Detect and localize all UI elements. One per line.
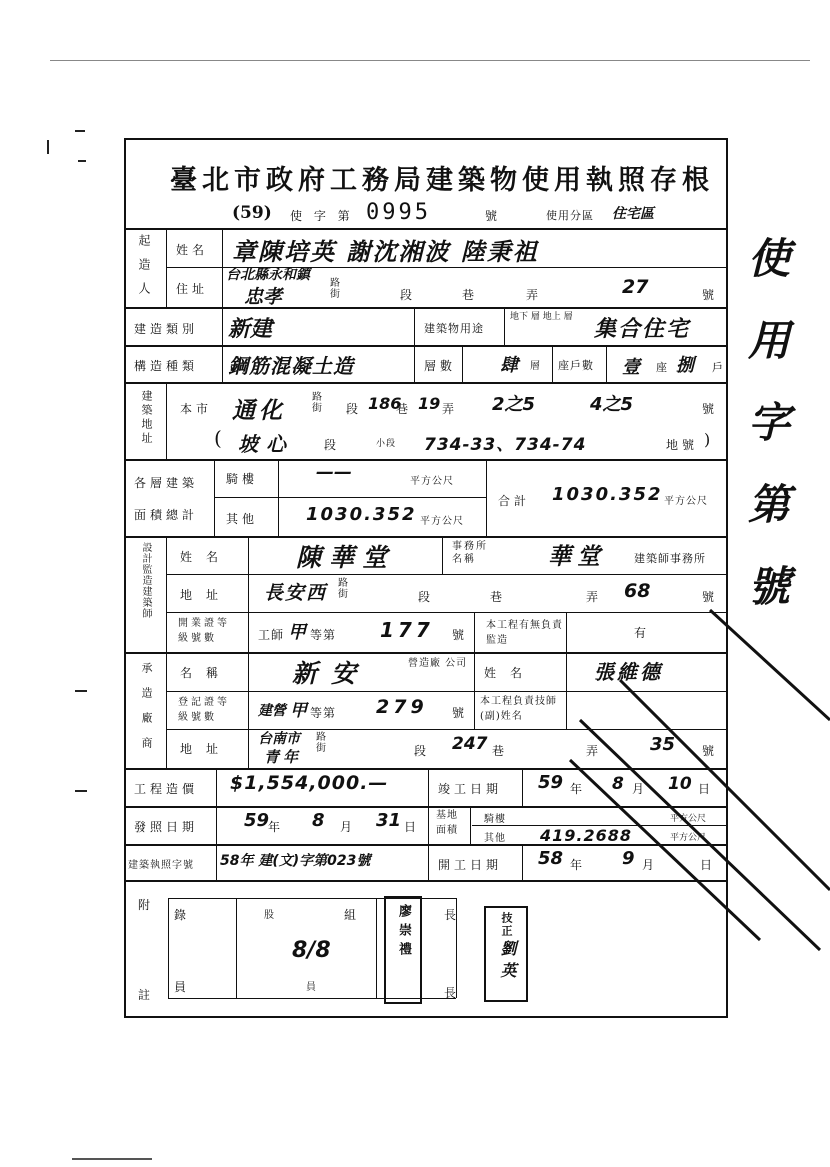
site-number-value: 2之5 <box>492 394 536 415</box>
contractor-registration-label: 登記證等級號數 <box>178 697 230 723</box>
applicant-lane-unit: 巷 <box>462 288 479 302</box>
remark-box-line <box>236 898 237 998</box>
floors-label: 層數 <box>424 359 457 373</box>
start-year: 58 <box>538 848 564 869</box>
margin-mark <box>78 160 86 162</box>
col-line <box>462 345 463 382</box>
col-line <box>222 307 223 382</box>
completion-year-unit: 年 <box>570 782 587 796</box>
site-lot-numbers: 734-33、734-74 <box>424 435 587 455</box>
margin-stamp-text: 使用字第號 <box>742 236 791 646</box>
completion-month: 8 <box>612 774 624 794</box>
site-lane-value: 186 <box>368 394 402 413</box>
col-line <box>470 806 471 844</box>
applicant-address-street: 忠孝 <box>244 286 283 308</box>
designer-office-label: 事務所名稱 <box>452 541 488 565</box>
start-month-unit: 月 <box>642 858 659 872</box>
site-alley-value: 19 <box>418 394 441 413</box>
designer-name-label: 姓名 <box>180 550 233 564</box>
contractor-reg-grade: 甲 <box>290 701 307 721</box>
frame-bottom <box>124 1016 728 1018</box>
frame-left <box>124 138 126 1018</box>
contractor-section-unit: 段 <box>414 744 431 758</box>
completion-year: 59 <box>538 772 564 793</box>
floors-value: 肆 <box>500 355 518 376</box>
zone-label: 使用分區 <box>546 209 594 222</box>
license-suffix: 號 <box>485 209 502 223</box>
construction-type-label: 建造類別 <box>134 322 199 336</box>
site-road-unit: 路 街 <box>312 392 323 414</box>
completion-day-unit: 日 <box>698 782 715 796</box>
designer-office-value: 華堂 <box>548 544 606 570</box>
site-alley-unit: 弄 <box>442 402 459 416</box>
col-line <box>486 459 487 536</box>
area-other-unit: 平方公尺 <box>420 516 464 527</box>
contractor-section-label: 承造廠商 <box>140 662 153 762</box>
license-year: (59) <box>232 203 272 223</box>
remarks-col2-bottom: 員 <box>306 982 320 993</box>
area-arcade-label: 騎樓 <box>226 472 259 486</box>
col-line <box>474 652 475 729</box>
buildings-value: 壹 <box>622 357 640 378</box>
issue-year: 59 <box>244 810 270 831</box>
row-line <box>124 228 728 230</box>
applicant-section-label: 起造人 <box>137 234 151 306</box>
contractor-person-label: 姓名 <box>484 666 537 680</box>
contractor-lane-unit: 巷 <box>492 744 509 758</box>
designer-address-road: 長安西 <box>264 582 328 604</box>
col-line <box>414 345 415 382</box>
area-total-unit: 平方公尺 <box>664 496 708 507</box>
margin-mark <box>75 690 87 692</box>
contractor-engineer-label: 本工程負責技師(副)姓名 <box>480 696 557 722</box>
base-arcade-label: 騎樓 <box>484 814 506 825</box>
col-line <box>248 536 249 768</box>
zone-value: 住宅區 <box>612 206 654 222</box>
construction-type-value: 新建 <box>228 317 273 342</box>
remarks-col1-top: 錄 <box>174 908 191 922</box>
designer-office-suffix: 建築師事務所 <box>634 552 706 565</box>
site-lane-unit: 巷 <box>396 402 413 416</box>
permit-value: 58年 建(文)字第023號 <box>220 853 371 869</box>
issue-day-unit: 日 <box>404 820 421 834</box>
issue-year-unit: 年 <box>268 820 285 834</box>
designer-section-label: 設計監造建築師 <box>140 542 151 619</box>
building-use-label: 建築物用途 <box>424 322 484 335</box>
site-city-label: 本市 <box>180 402 213 416</box>
area-other-value: 1030.352 <box>306 504 417 525</box>
designer-number-unit: 號 <box>702 590 719 604</box>
remarks-col2-mid: 組 <box>344 908 361 922</box>
area-label-top: 各層建築 <box>134 476 199 490</box>
designer-lane-unit: 巷 <box>490 590 507 604</box>
margin-mark <box>75 130 85 132</box>
scan-top-line <box>50 60 810 61</box>
designer-license-prefix: 工師 <box>258 628 285 642</box>
start-year-unit: 年 <box>570 858 587 872</box>
base-other-label: 其他 <box>484 833 506 844</box>
buildings-unit: 座 <box>656 361 671 374</box>
col-line <box>442 536 443 574</box>
base-area-label: 基地面積 <box>436 810 458 836</box>
site-lot-close-paren: ) <box>704 430 711 449</box>
contractor-address-label: 地址 <box>180 742 233 756</box>
cost-value: $1,554,000.— <box>230 772 389 794</box>
site-lot-open-paren: ( <box>214 426 222 450</box>
remarks-col2-top: 股 <box>264 910 278 921</box>
col-line <box>474 612 475 652</box>
site-road-value: 通化 <box>232 398 286 424</box>
approval-stamp-text: 廖崇禮 <box>396 904 411 961</box>
col-line <box>522 768 523 806</box>
technician-stamp-label: 技正 <box>500 912 513 938</box>
units-label: 座戶數 <box>558 359 594 372</box>
designer-section-unit: 段 <box>418 590 435 604</box>
base-arcade-unit: 平方公尺 <box>670 814 707 824</box>
contractor-number-unit: 號 <box>702 744 719 758</box>
building-use-floors: 地下 層 地上 層 <box>510 312 573 322</box>
structure-label: 構造種類 <box>134 359 199 373</box>
permit-label: 建築執照字號 <box>128 860 194 871</box>
designer-alley-unit: 弄 <box>586 590 603 604</box>
households-value: 捌 <box>676 355 694 376</box>
remark-box-line <box>168 898 169 998</box>
contractor-lane-value: 247 <box>452 734 488 754</box>
designer-license-grade: 甲 <box>288 622 306 643</box>
margin-mark <box>47 140 49 154</box>
margin-mark <box>75 790 87 792</box>
remarks-label-bottom: 註 <box>138 988 155 1002</box>
remarks-col1-bottom: 員 <box>174 980 191 994</box>
building-use-value: 集合住宅 <box>594 317 691 342</box>
remarks-col3-bottom: 長 <box>444 986 461 1000</box>
applicant-name-value: 章陳培英 謝沈湘波 陸秉祖 <box>232 238 539 266</box>
site-lot-section-unit: 段 <box>324 438 341 452</box>
designer-address-label: 地址 <box>180 588 233 602</box>
contractor-reg-suffix: 號 <box>452 706 469 720</box>
site-lot-unit: 地號 <box>666 438 699 452</box>
area-arcade-value: —— <box>316 462 352 483</box>
site-section-unit: 段 <box>346 402 363 416</box>
area-label-bottom: 面積總計 <box>134 508 199 522</box>
applicant-name-label: 姓名 <box>176 243 209 257</box>
row-line-inner <box>214 497 486 498</box>
technician-stamp-name: 劉英 <box>498 940 517 984</box>
issue-label: 發照日期 <box>134 820 199 834</box>
site-number-value-2: 4之5 <box>590 394 634 415</box>
remarks-col2-signature: 8/8 <box>292 938 331 963</box>
col-line <box>166 382 167 459</box>
base-other-value: 419.2688 <box>540 826 633 845</box>
cost-label: 工程造價 <box>134 782 199 796</box>
designer-supervision-value: 有 <box>634 626 651 640</box>
contractor-address-city: 台南市 <box>258 731 300 747</box>
completion-label: 竣工日期 <box>438 782 503 796</box>
applicant-number-value: 27 <box>622 276 649 298</box>
completion-day: 10 <box>668 774 692 794</box>
col-line <box>166 536 167 768</box>
issue-month-unit: 月 <box>340 820 357 834</box>
site-lot-sub-unit: 小段 <box>376 439 397 449</box>
completion-month-unit: 月 <box>632 782 649 796</box>
applicant-address-label: 住址 <box>176 282 209 296</box>
contractor-name-value: 新安 <box>292 659 371 688</box>
designer-number-value: 68 <box>624 580 651 602</box>
remark-box-line <box>376 898 377 998</box>
floors-unit: 層 <box>530 361 544 372</box>
contractor-road-unit: 路 街 <box>316 732 327 754</box>
designer-license-suffix: 號 <box>452 628 469 642</box>
col-line <box>216 768 217 880</box>
area-arcade-unit: 平方公尺 <box>410 476 454 487</box>
row-line <box>124 382 728 384</box>
designer-name-value: 陳華堂 <box>296 543 396 572</box>
col-line <box>428 768 429 880</box>
license-prefix: 使 字 第 <box>290 209 354 223</box>
designer-license-number: 177 <box>380 618 434 642</box>
contractor-number-value: 35 <box>650 734 676 755</box>
designer-supervision-label: 本工程有無負責監造 <box>486 620 563 646</box>
applicant-section-unit: 段 <box>400 288 417 302</box>
structure-value: 鋼筋混凝土造 <box>228 354 354 378</box>
site-lot-section: 坡心 <box>238 432 294 456</box>
col-line <box>522 844 523 880</box>
applicant-alley-unit: 弄 <box>526 288 543 302</box>
row-line <box>124 536 728 538</box>
margin-mark <box>72 1158 152 1160</box>
contractor-alley-unit: 弄 <box>586 744 603 758</box>
households-unit: 戶 <box>712 361 727 374</box>
site-number-unit: 號 <box>702 402 719 416</box>
area-total-label: 合計 <box>498 494 531 508</box>
document-title: 臺北市政府工務局建築物使用執照存根 <box>170 165 714 196</box>
col-line <box>606 345 607 382</box>
designer-road-unit: 路 街 <box>338 578 349 600</box>
area-total-value: 1030.352 <box>552 484 663 505</box>
applicant-number-unit: 號 <box>702 288 719 302</box>
applicant-address-city: 台北縣永和鎮 <box>226 267 310 283</box>
contractor-name-suffix: 營造廠 公司 <box>408 658 468 669</box>
contractor-address-road: 青年 <box>264 748 303 766</box>
row-line <box>124 307 728 309</box>
contractor-person-value: 張維德 <box>594 660 663 684</box>
col-line <box>552 345 553 382</box>
contractor-reg-prefix: 建營 <box>258 703 286 719</box>
remarks-label-top: 附 <box>138 898 155 912</box>
applicant-road-unit: 路 街 <box>330 278 341 300</box>
contractor-name-label: 名稱 <box>180 666 233 680</box>
frame-top <box>124 138 728 140</box>
remarks-col3-top: 長 <box>444 908 461 922</box>
issue-month: 8 <box>312 810 325 831</box>
contractor-reg-number: 279 <box>376 696 428 718</box>
designer-license-grade-unit: 等第 <box>310 628 337 642</box>
start-day-unit: 日 <box>700 858 717 872</box>
license-number: 0995 <box>366 200 431 225</box>
base-other-unit: 平方公尺 <box>670 833 707 843</box>
diagonal-stamp-marks <box>560 570 830 1010</box>
start-label: 開工日期 <box>438 858 503 872</box>
approval-stamp <box>384 896 422 1004</box>
designer-license-label: 開業證等級號數 <box>178 618 230 644</box>
site-section-label: 建築地址 <box>140 390 153 446</box>
technician-stamp <box>484 906 528 1002</box>
start-month: 9 <box>622 848 635 869</box>
row-line <box>124 345 728 347</box>
contractor-reg-grade-unit: 等第 <box>310 706 337 720</box>
issue-day: 31 <box>376 810 402 831</box>
area-other-label: 其他 <box>226 512 259 526</box>
col-line <box>504 307 505 345</box>
